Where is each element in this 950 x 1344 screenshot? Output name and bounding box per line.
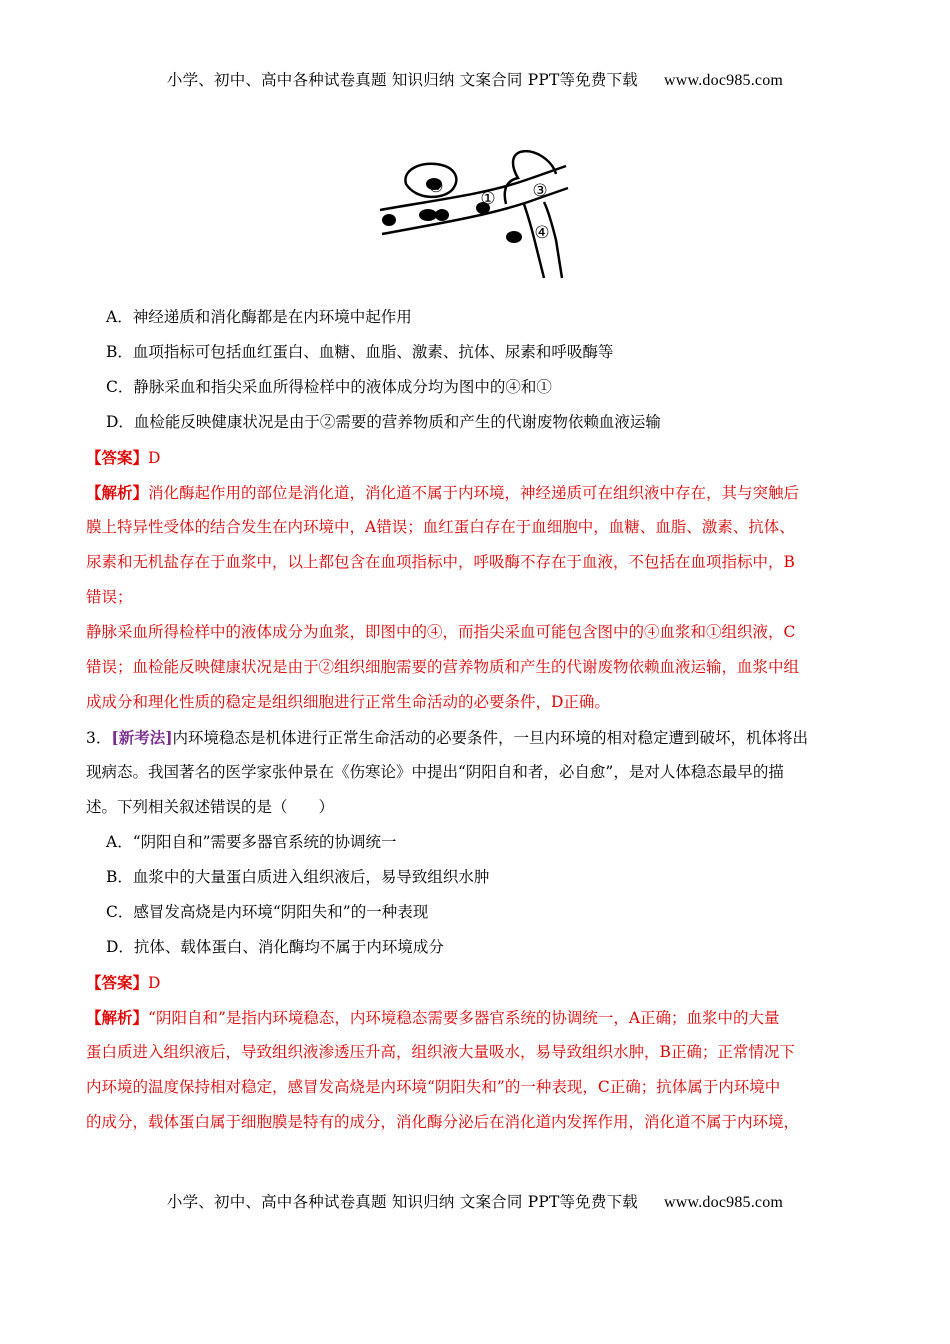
q3-stem-line: 3．[新考法]内环境稳态是机体进行正常生命活动的必要条件，一旦内环境的相对稳定遭到破坏，机体将出 (86, 728, 809, 747)
q3-analysis-line: 【解析】“阴阳自和”是指内环境稳态，内环境稳态需要多器官系统的协调统一，A正确；血浆中的大量 (86, 1008, 780, 1027)
q3-stem-line: 现病态。我国著名的医学家张仲景在《伤寒论》中提出“阴阳自和者，必自愈”，是对人体稳态最早的描 (86, 763, 784, 781)
label-4: ④ (534, 223, 550, 243)
footer-text: 小学、初中、高中各种试卷真题 知识归纳 文案合同 PPT等免费下载 (166, 1193, 638, 1211)
header-text: 小学、初中、高中各种试卷真题 知识归纳 文案合同 PPT等免费下载 (166, 71, 638, 89)
q2-analysis-line: 静脉采血所得检样中的液体成分为血浆，即图中的④，而指尖采血可能包含图中的④血浆和①组织液，C (86, 623, 796, 641)
q2-analysis-label: 【解析】 (86, 483, 149, 502)
q3-answer-label: 【答案】 (86, 973, 149, 992)
document-body (86, 300, 864, 1140)
header-url[interactable]: www.doc985.com (664, 72, 784, 89)
q2-option-d: D．血检能反映健康状况是由于②需要的营养物质和产生的代谢废物依赖血液运输 (106, 413, 661, 431)
label-3: ③ (532, 181, 548, 201)
blood-cell (382, 214, 396, 226)
q3-number: 3． (86, 729, 112, 747)
tissue-diagram (376, 148, 570, 280)
q3-option-c: C．感冒发高烧是内环境“阴阳失和”的一种表现 (106, 903, 429, 921)
label-1: ① (480, 189, 496, 209)
q3-option-d: D．抗体、载体蛋白、消化酶均不属于内环境成分 (106, 938, 444, 956)
page-footer (0, 1190, 950, 1212)
q3-analysis-line: 内环境的温度保持相对稳定，感冒发高烧是内环境“阴阳失和”的一种表现，C正确；抗体属于内环境中 (86, 1078, 781, 1096)
q2-answer-label: 【答案】 (86, 448, 149, 467)
q3-option-b: B．血浆中的大量蛋白质进入组织液后，易导致组织水肿 (106, 868, 490, 886)
q2-analysis-line: 尿素和无机盐存在于血浆中，以上都包含在血项指标中，呼吸酶不存在于血液，不包括在血项指标中，B (86, 553, 795, 571)
q2-option-b: B．血项指标可包括血红蛋白、血糖、血脂、激素、抗体、尿素和呼吸酶等 (106, 343, 614, 361)
q2-analysis-line: 错误； (86, 588, 133, 606)
q3-answer (86, 965, 864, 1000)
q3-tag: [新考法] (111, 728, 173, 747)
q2-option-c: C．静脉采血和指尖采血所得检样中的液体成分均为图中的④和① (106, 378, 552, 396)
q2-answer-value: D (148, 449, 161, 467)
footer-url[interactable]: www.doc985.com (664, 1194, 784, 1211)
q2-option-a: A．神经递质和消化酶都是在内环境中起作用 (106, 308, 412, 326)
q3-stem-line: 述。下列相关叙述错误的是（ ） (86, 798, 335, 816)
q2-analysis-line: 【解析】消化酶起作用的部位是消化道，消化道不属于内环境，神经递质可在组织液中存在，其与突触后 (86, 483, 800, 502)
q3-option-a: A．“阴阳自和”需要多器官系统的协调统一 (106, 833, 397, 851)
label-2: ② (428, 177, 444, 197)
q3-analysis-label: 【解析】 (86, 1008, 149, 1027)
q3-analysis-line: 蛋白质进入组织液后，导致组织液渗透压升高，组织液大量吸水，易导致组织水肿，B正确；正常情况下 (86, 1043, 795, 1061)
blood-cell (419, 209, 437, 221)
blood-cell (506, 231, 522, 243)
q3-answer-value: D (148, 974, 161, 992)
q2-analysis-line: 膜上特异性受体的结合发生在内环境中，A错误；血红蛋白存在于血细胞中，血糖、血脂、激素、抗体、 (86, 518, 795, 536)
page-header (0, 68, 950, 90)
q2-analysis-line: 成成分和理化性质的稳定是组织细胞进行正常生命活动的必要条件，D正确。 (86, 693, 610, 711)
q2-answer (86, 440, 864, 475)
q2-analysis-line: 错误；血检能反映健康状况是由于②组织细胞需要的营养物质和产生的代谢废物依赖血液运输，血浆中组 (86, 658, 800, 676)
q3-analysis-line: 的成分，载体蛋白属于细胞膜是特有的成分，消化酶分泌后在消化道内发挥作用，消化道不属于内环境， (86, 1113, 800, 1131)
blood-cell (435, 209, 449, 221)
